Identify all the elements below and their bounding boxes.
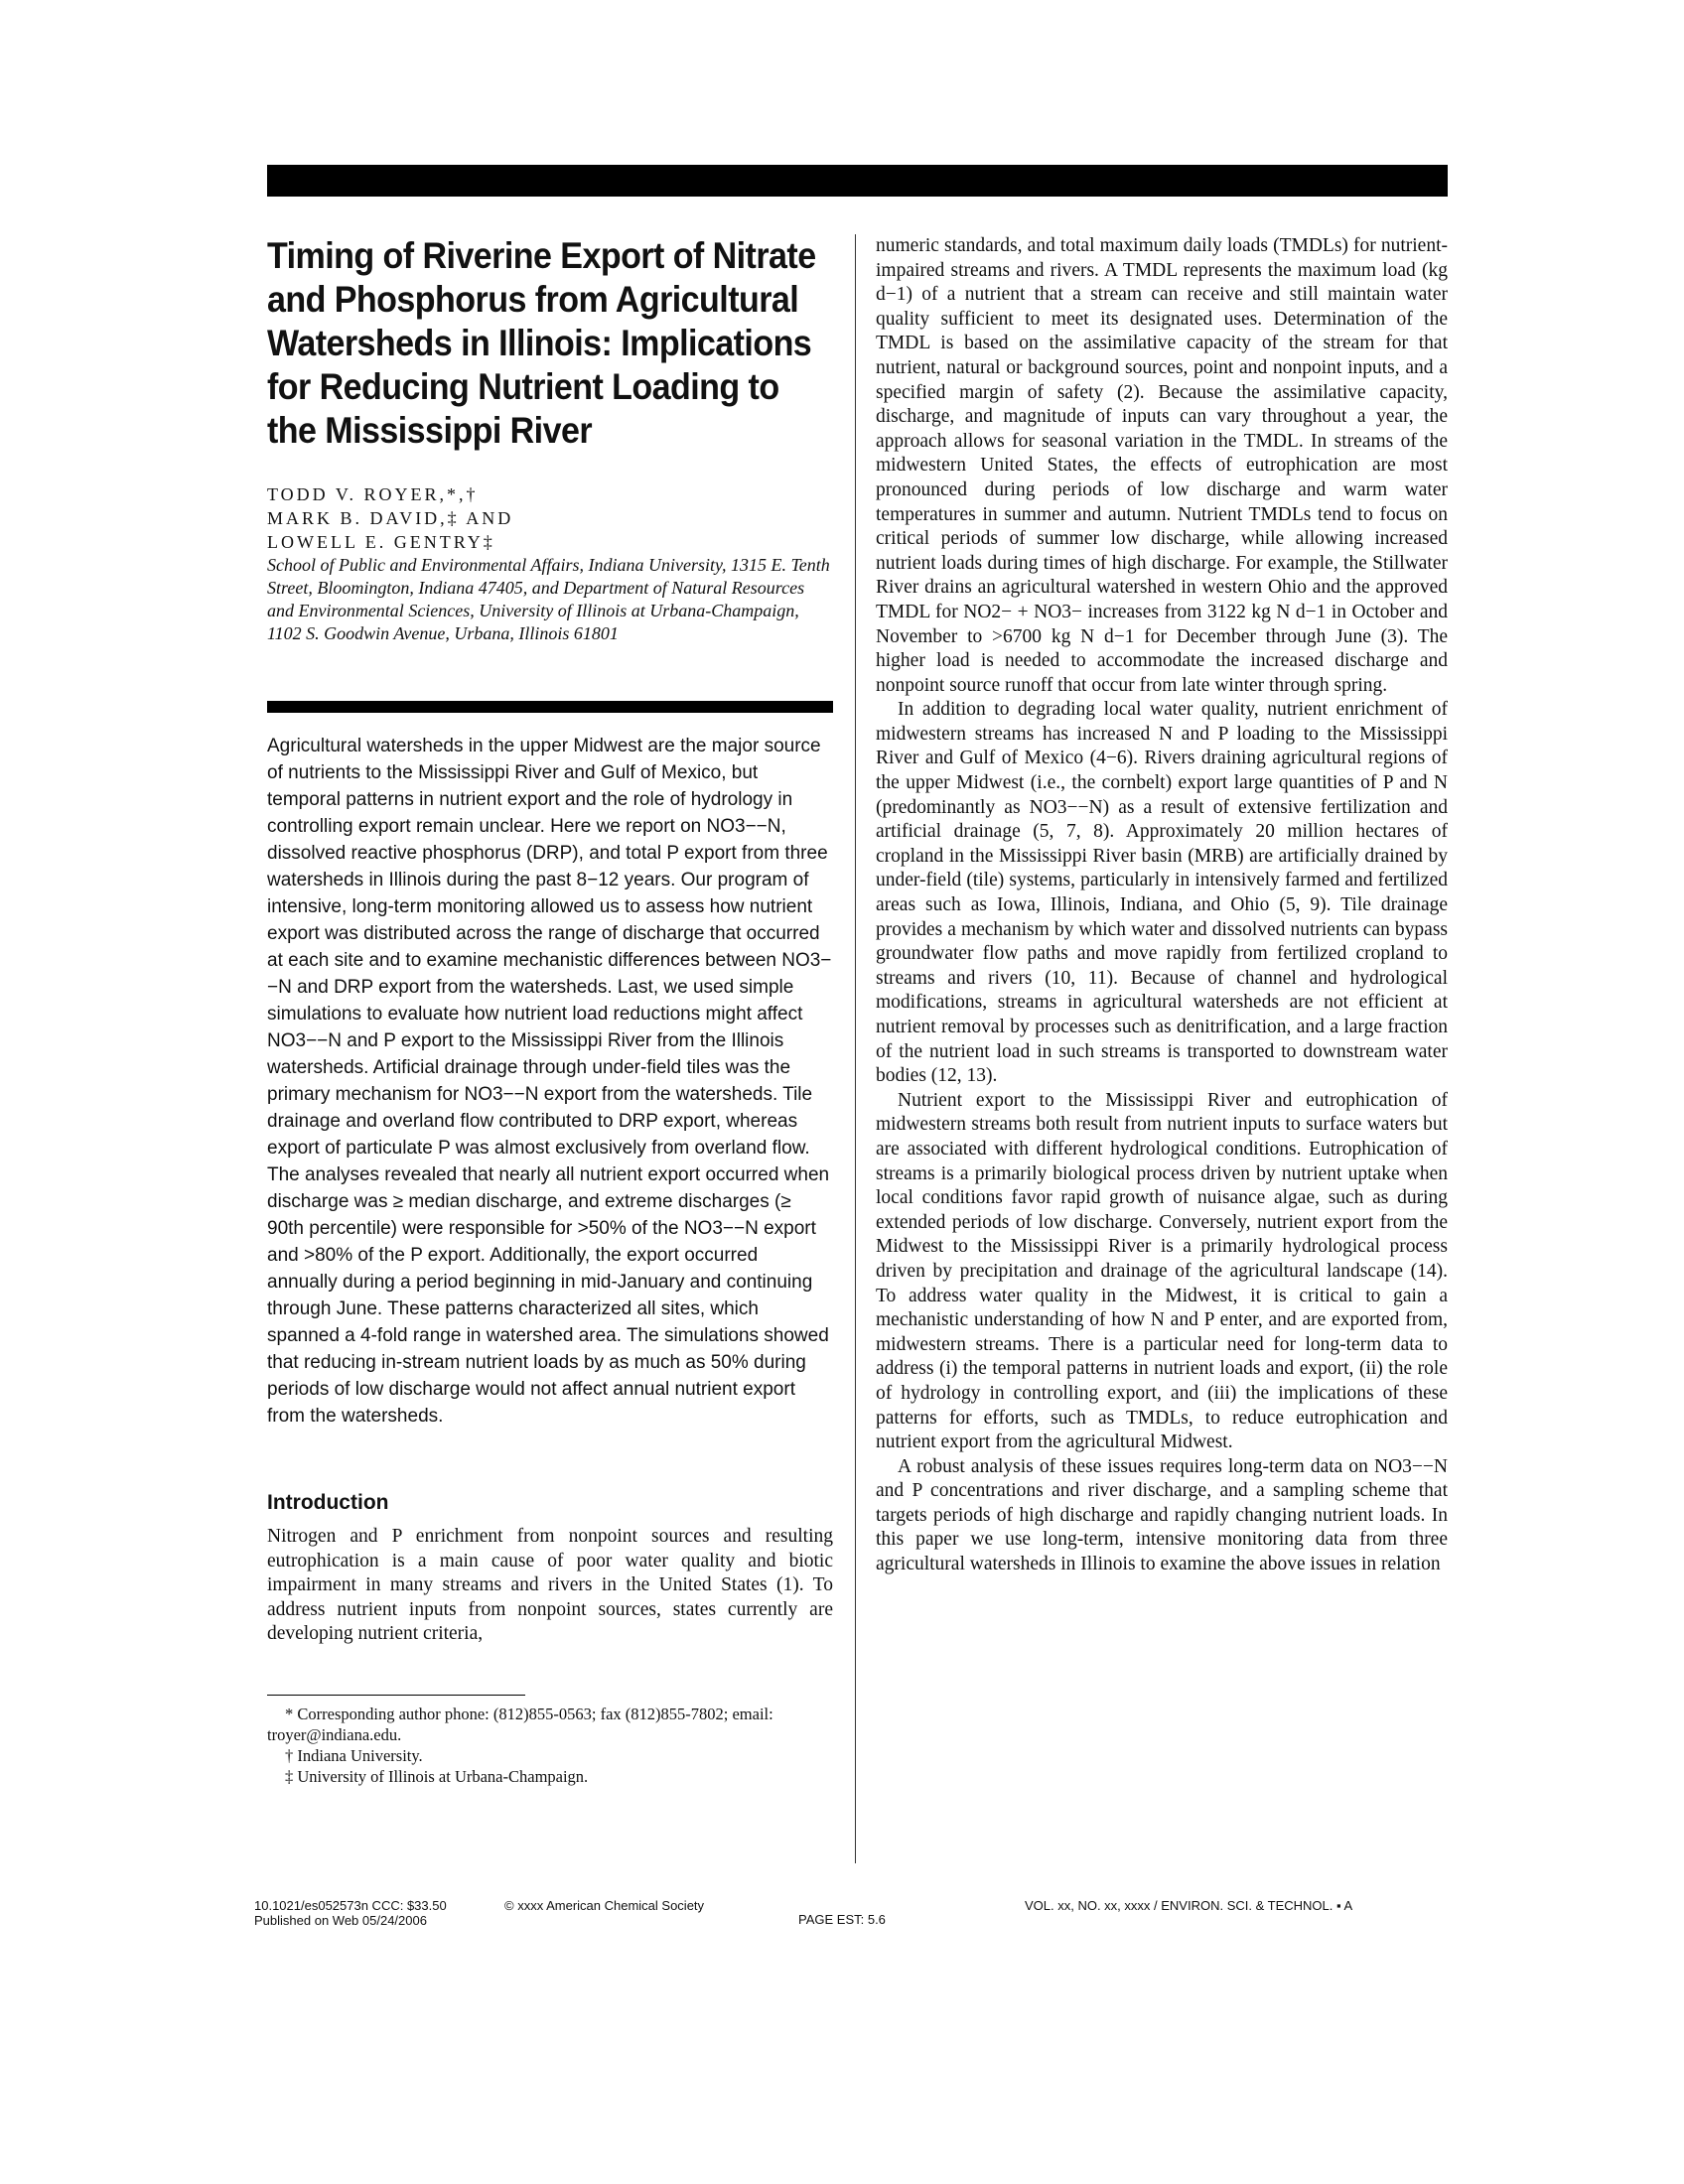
body-paragraph-tmdl: numeric standards, and total maximum daily loads (TMDLs) for nutrient-impaired streams and rivers. A TMDL represents the maximum load (kg d−1) of a nutrient that a stream can receive and still maintain water quality sufficient to meet its designated uses. Determination of the TMDL is based on the assimilative capacity of the stream for that nutrient, natural or background sources, point and nonpoint inputs, and a specified margin of safety (2). Because the assimilative capacity, discharge, and magnitude of inputs can vary throughout a year, the approach allows for seasonal variation in the TMDL. In streams of the midwestern United States, the effects of eutrophication are most pronounced during periods of low discharge and warm water temperatures in summer and autumn. Nutrient TMDLs tend to focus on critical periods of summer low discharge, while allowing increased nutrient loads during times of high discharge. For example, the Stillwater River drains an agricultural watershed in western Ohio and the approved TMDL for NO2− + NO3− increases from 3122 kg N d−1 in October and November to >6700 kg N d−1 for December through June (3). The higher load is needed to accommodate the increased discharge and nonpoint source runoff that occur from late winter through spring. bbox=[876, 235, 1448, 696]
author-david: MARK B. DAVID,‡ AND bbox=[267, 508, 514, 528]
right-column bbox=[876, 234, 1448, 1577]
author-list bbox=[267, 482, 833, 554]
body-paragraph-analysis: A robust analysis of these issues requires long-term data on NO3−−N and P concentrations and river discharge, and a sampling scheme that targets periods of high discharge and rapidly changing nutrient loads. In this paper we use long-term, intensive monitoring data from three agricultural watersheds in Illinois to examine the above issues in relation bbox=[876, 1455, 1448, 1575]
introduction-heading: Introduction bbox=[267, 1491, 389, 1514]
body-paragraph-loading: In addition to degrading local water quality, nutrient enrichment of midwestern streams has increased N and P loading to the Mississippi River and Gulf of Mexico (4−6). Rivers draining agricultural regions of the upper Midwest (i.e., the cornbelt) export large quantities of P and N (predominantly as NO3−−N) as a result of extensive fertilization and artificial drainage (5, 7, 8). Approximately 20 million hectares of cropland in the Mississippi River basin (MRB) are artificially drained by under-field (tile) systems, particularly in intensively farmed and fertilized areas such as Iowa, Illinois, Indiana, and Ohio (5, 9). Tile drainage provides a mechanism by which water and dissolved nutrients can bypass groundwater flow paths and move rapidly from fertilized cropland to streams and rivers (10, 11). Because of channel and hydrological modifications, streams in agricultural watersheds are not efficient at nutrient removal by processes such as denitrification, and a large fraction of the nutrient load in such streams is transported to downstream water bodies (12, 13). bbox=[876, 699, 1448, 1087]
author-royer: TODD V. ROYER,*,† bbox=[267, 484, 479, 504]
footnote-rule bbox=[267, 1695, 525, 1696]
doi-line: 10.1021/es052573n CCC: $33.50 bbox=[254, 1898, 447, 1913]
header-bar bbox=[267, 165, 1448, 197]
journal-citation: VOL. xx, NO. xx, xxxx / ENVIRON. SCI. & TECHNOL. ▪ A bbox=[1025, 1898, 1353, 1913]
author-gentry: LOWELL E. GENTRY‡ bbox=[267, 532, 495, 552]
page-est: PAGE EST: 5.6 bbox=[798, 1912, 886, 1927]
abstract-divider bbox=[267, 701, 833, 713]
footnote-corresponding: * Corresponding author phone: (812)855-0563; fax (812)855-7802; email: troyer@indiana.edu. bbox=[267, 1704, 773, 1744]
footnote-illinois: ‡ University of Illinois at Urbana-Champaign. bbox=[285, 1766, 589, 1786]
copyright: © xxxx American Chemical Society bbox=[504, 1898, 705, 1913]
intro-paragraph: Nitrogen and P enrichment from nonpoint sources and resulting eutrophication is a main cause of poor water quality and biotic impairment in many streams and rivers in the United States (1). To address nutrient inputs from nonpoint sources, states currently are developing nutrient criteria, bbox=[267, 1526, 833, 1645]
body-paragraph-export: Nutrient export to the Mississippi River and eutrophication of midwestern streams both result from nutrient inputs to surface waters but are associated with different hydrological conditions. Eutrophication of streams is a primarily biological process driven by nutrient uptake when local conditions favor rapid growth of nuisance algae, such as during extended periods of low discharge. Conversely, nutrient export from the Midwest to the Mississippi River is a primarily hydrological process driven by precipitation and drainage of the agricultural landscape (14). To address water quality in the Midwest, it is critical to gain a mechanistic understanding of how N and P enter, and are exported from, midwestern streams. There is a particular need for long-term data to address (i) the temporal patterns in nutrient loads and export, (ii) the role of hydrology in controlling export, and (iii) the implications of these patterns for efforts, such as TMDLs, to reduce eutrophication and nutrient export from the agricultural Midwest. bbox=[876, 1089, 1448, 1453]
column-divider bbox=[855, 234, 856, 1863]
footnote-indiana: † Indiana University. bbox=[285, 1745, 423, 1765]
abstract: Agricultural watersheds in the upper Midwest are the major source of nutrients to the Mississippi River and Gulf of Mexico, but temporal patterns in nutrient export and the role of hydrology in controlling export remain unclear. Here we report on NO3−−N, dissolved reactive phosphorus (DRP), and total P export from three watersheds in Illinois during the past 8−12 years. Our program of intensive, long-term monitoring allowed us to assess how nutrient export was distributed across the range of discharge that occurred at each site and to examine mechanistic differences between NO3−−N and DRP export from the watersheds. Last, we used simple simulations to evaluate how nutrient load reductions might affect NO3−−N and P export to the Mississippi River from the Illinois watersheds. Artificial drainage through under-field tiles was the primary mechanism for NO3−−N export from the watersheds. Tile drainage and overland flow contributed to DRP export, whereas export of particulate P was almost exclusively from overland flow. The analyses revealed that nearly all nutrient export occurred when discharge was ≥ median discharge, and extreme discharges (≥ 90th percentile) were responsible for >50% of the NO3−−N export and >80% of the P export. Additionally, the export occurred annually during a period beginning in mid-January and continuing through June. These patterns characterized all sites, which spanned a 4-fold range in watershed area. The simulations showed that reducing in-stream nutrient loads by as much as 50% during periods of low discharge would not affect annual nutrient export from the watersheds. bbox=[267, 736, 832, 1427]
published-line: Published on Web 05/24/2006 bbox=[254, 1913, 427, 1928]
doi-block bbox=[254, 1898, 447, 1928]
left-column bbox=[267, 234, 833, 1787]
article-title: Timing of Riverine Export of Nitrate and Phosphorus from Agricultural Watersheds in Illinois: Implications for Reducing Nutrient Loading to the Mississippi River bbox=[267, 235, 816, 451]
affiliation: School of Public and Environmental Affairs, Indiana University, 1315 E. Tenth Street, Bloomington, Indiana 47405, and Department of Natural Resources and Environmental Sciences, University of Illinois at Urbana-Champaign, 1102 S. Goodwin Avenue, Urbana, Illinois 61801 bbox=[267, 555, 830, 643]
